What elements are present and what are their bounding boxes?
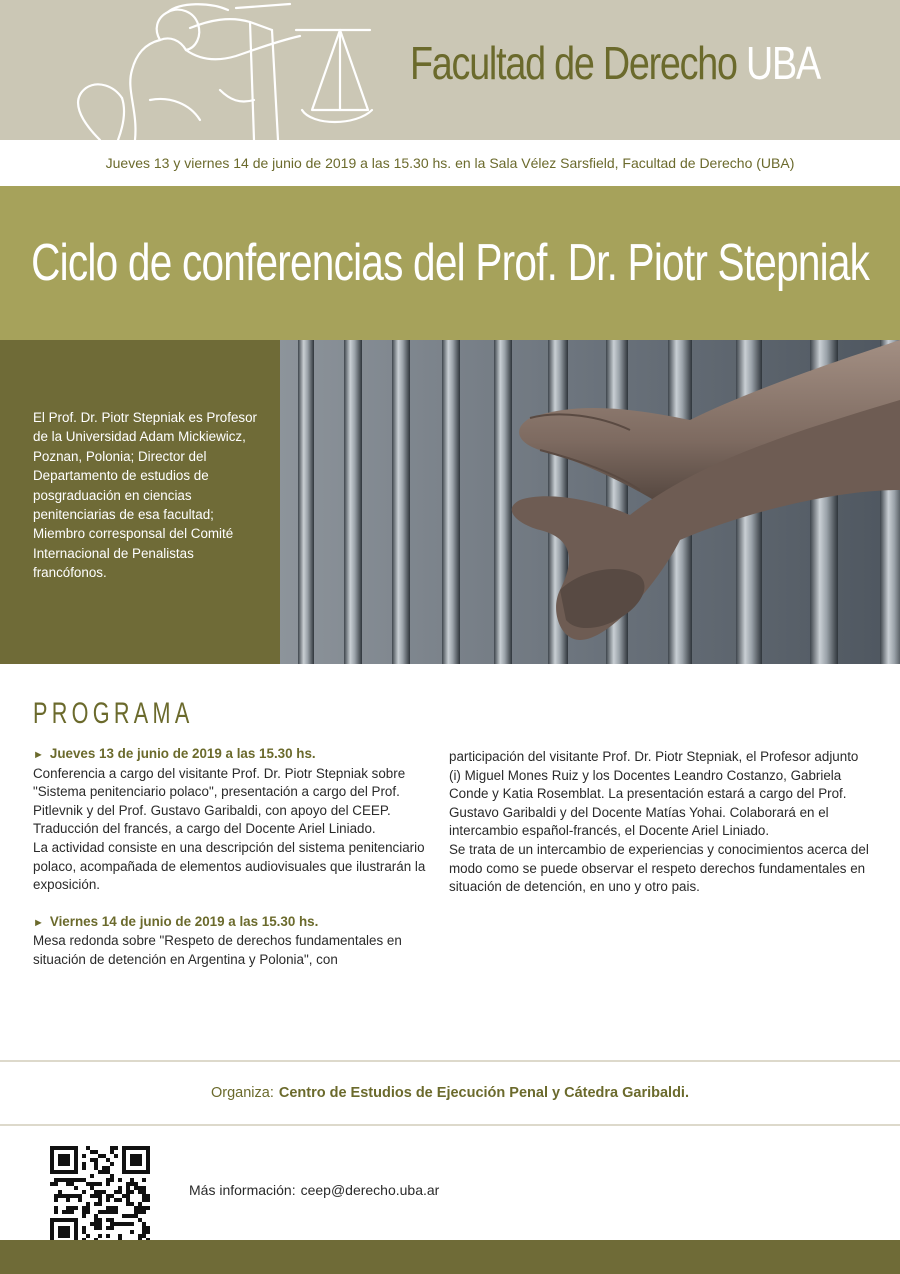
programa-heading: PROGRAMA (33, 697, 194, 730)
programa-left-column (33, 745, 428, 988)
faculty-brand (410, 36, 820, 90)
day2-paragraph-2: Se trata de un intercambio de experiencias y conocimientos acerca del modo como se puede observar el respeto derechos fundamentales en situación de detención, en uno y otro pais. (449, 841, 869, 895)
footer-band (0, 1240, 900, 1274)
prison-bars-illustration (280, 340, 900, 664)
page-title: Ciclo de conferencias del Prof. Dr. Piotr Stepniak (31, 234, 869, 292)
arrow-right-icon: ► (33, 916, 44, 929)
day2-paragraph-1: Mesa redonda sobre "Respeto de derechos fundamentales en situación de detención en Argentina y Polonia", con (33, 933, 402, 967)
more-info-line (189, 1182, 439, 1198)
programa-right-column (449, 748, 869, 897)
day1-paragraph-2: Traducción del francés, a cargo del Docente Ariel Liniado. (33, 821, 376, 837)
organizer-value: Centro de Estudios de Ejecución Penal y Cátedra Garibaldi. (278, 1085, 689, 1101)
day1-date: Jueves 13 de junio de 2019 a las 15.30 hs. (49, 746, 316, 761)
justice-figure-emblem (40, 0, 380, 140)
day1-heading (33, 745, 428, 765)
day2-heading (33, 913, 428, 933)
arrow-right-icon: ► (33, 749, 44, 761)
day2-paragraph-1-continued: participación del visitante Prof. Dr. Piotr Stepniak, el Profesor adjunto (i) Miguel Mones Ruiz y los Docentes Leandro Costanzo, Gabriela Conde y Katia Rosemblat. La presentación estará a cargo del Prof. Gustavo Garibaldi y del Docente Matías Yohai. Colaborará en el intercambio español-francés, el Docente Ariel Liniado. (449, 749, 859, 839)
day1-block (33, 745, 428, 895)
prison-bars-photo (280, 340, 900, 664)
brand-accent: UBA (746, 37, 820, 89)
divider-bottom (0, 1124, 900, 1126)
title-band (0, 186, 900, 340)
bio-text: El Prof. Dr. Piotr Stepniak es Profesor de la Universidad Adam Mickiewicz, Poznan, Polonia; Director del Departamento de estudios de posgraduación en ciencias penitenciarias de esa facultad; Miembro corresponsal del Comité Internacional de Penalistas francófonos. (33, 410, 258, 581)
header-banner (0, 0, 900, 140)
organizer-label: Organiza: (210, 1085, 274, 1101)
day2-block (33, 913, 428, 970)
bio-box (0, 340, 280, 664)
email-link[interactable]: ceep@derecho.uba.ar (300, 1182, 440, 1198)
day1-paragraph-3: La actividad consiste en una descripción del sistema penitenciario polaco, acompañada de elementos audiovisuales que ilustrarán la exposición. (33, 839, 426, 893)
day1-paragraph-1: Conferencia a cargo del visitante Prof. Dr. Piotr Stepniak sobre "Sistema penitenciario polaco", presentación a cargo del Prof. Pitlevnik y del Prof. Gustavo Garibaldi, con apoyo del CEEP. (33, 765, 406, 818)
day2-date: Viernes 14 de junio de 2019 a las 15.30 hs. (49, 913, 319, 929)
qr-code[interactable] (50, 1146, 150, 1246)
more-info-label: Más información: (189, 1182, 296, 1198)
organizer-line (0, 1062, 900, 1124)
event-dateline: Jueves 13 y viernes 14 de junio de 2019 a las 15.30 hs. en la Sala Vélez Sarsfield, Facultad de Derecho (UBA) (105, 155, 795, 171)
qr-code-icon (50, 1146, 150, 1246)
brand-name: Facultad de Derecho (410, 37, 737, 89)
